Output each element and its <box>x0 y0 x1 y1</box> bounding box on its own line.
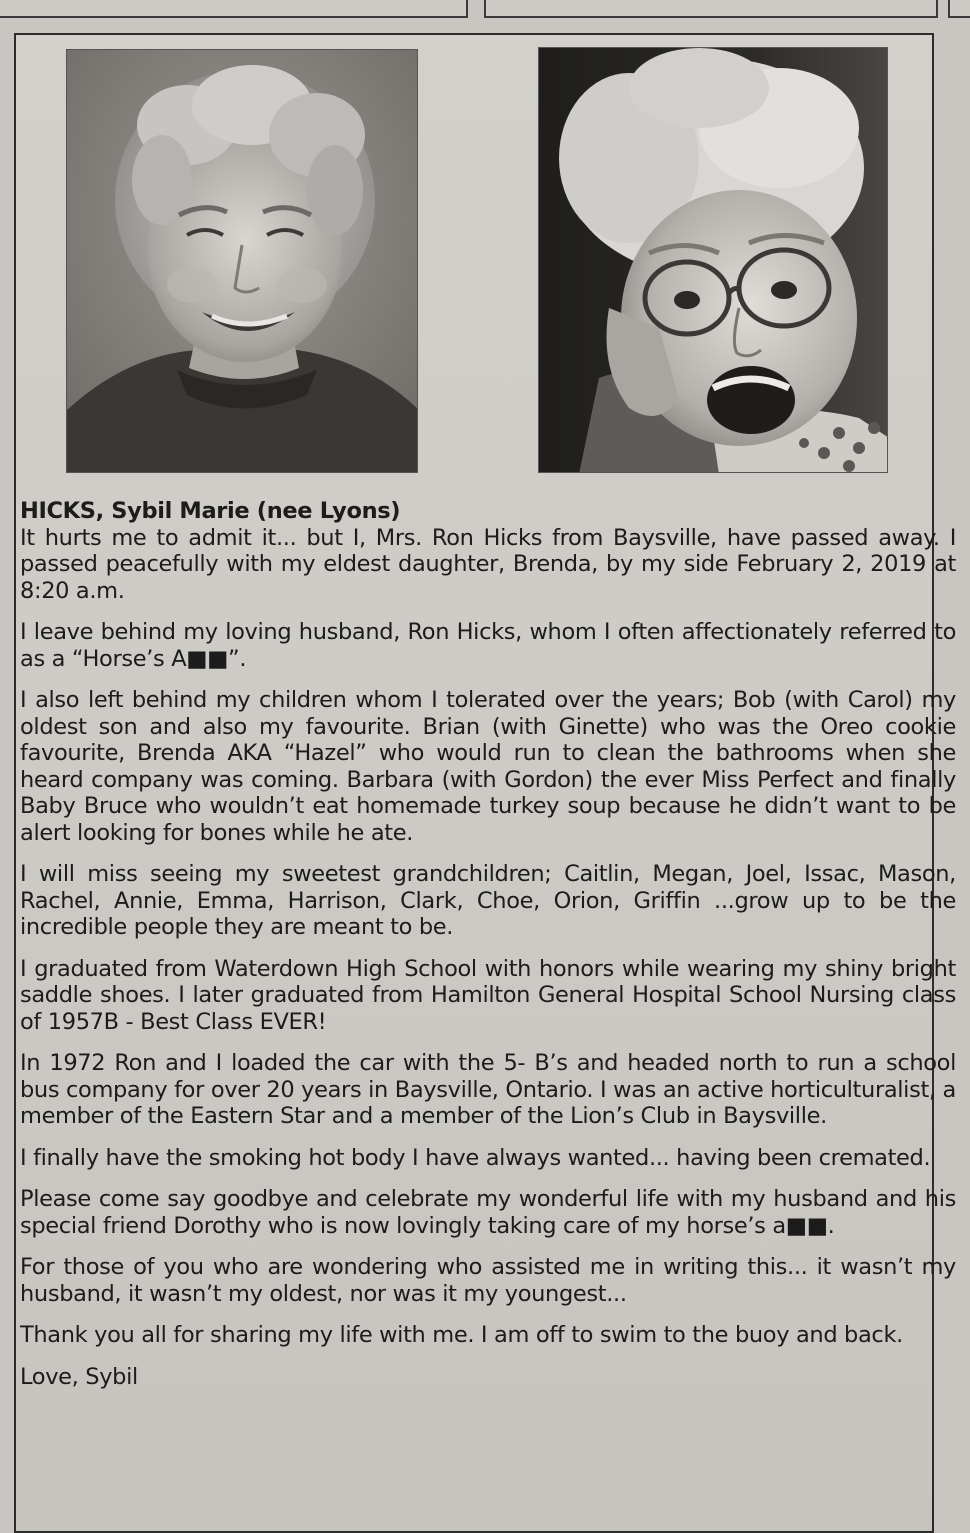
portrait-photo-smiling <box>66 49 418 473</box>
obituary-headline: HICKS, Sybil Marie (nee Lyons) <box>20 498 401 524</box>
paragraph-2: I leave behind my loving husband, Ron Hicks, whom I often affectionately referred to as a “Horse’s A■■”. <box>20 619 956 672</box>
paragraph-8: Please come say goodbye and celebrate my wonderful life with my husband and his special friend Dorothy who is now lovingly taking care of my horse’s a■■. <box>20 1186 956 1239</box>
paragraph-1-text: It hurts me to admit it... but I, Mrs. Ron Hicks from Baysville, have passed away. I passed peacefully with my eldest daughter, Brenda, by my side February 2, 2019 at 8:20 a.m. <box>20 524 956 604</box>
portrait-photo-funny-face <box>538 47 888 473</box>
previous-column-box-edge <box>948 0 970 18</box>
obituary-notice <box>14 33 956 1533</box>
signoff: Love, Sybil <box>20 1363 138 1390</box>
paragraph-6: In 1972 Ron and I loaded the car with the 5- B’s and headed north to run a school bus company for over 20 years in Baysville, Ontario. I was an active horticulturalist, a member of the Eastern Star and a member of the Lion’s Club in Baysville. <box>20 1050 956 1129</box>
paragraph-10: Thank you all for sharing my life with me. I am off to swim to the buoy and back. <box>20 1322 903 1348</box>
paragraph-9: For those of you who are wondering who assisted me in writing this... it wasn’t my husband, it wasn’t my oldest, nor was it my youngest... <box>20 1254 956 1307</box>
paragraph-1 <box>20 498 956 604</box>
paragraph-7: I finally have the smoking hot body I have always wanted... having been cremated. <box>20 1144 931 1171</box>
paragraph-5: I graduated from Waterdown High School with honors while wearing my shiny bright saddle shoes. I later graduated from Hamilton General Hospital School Nursing class of 1957B - Best Class EVER! <box>20 955 956 1035</box>
paragraph-4: I will miss seeing my sweetest grandchildren; Caitlin, Megan, Joel, Issac, Mason, Rachel, Annie, Emma, Harrison, Clark, Choe, Orion, Griffin ...grow up to be the incredible people they are meant to be. <box>20 861 956 940</box>
previous-column-borders <box>0 0 970 22</box>
paragraph-3: I also left behind my children whom I tolerated over the years; Bob (with Carol) my oldest son and also my favourite. Brian (with Ginette) who was the Oreo cookie favourite, Brenda AKA “Hazel” who would run to clean the bathrooms when she heard company was coming. Barbara (with Gordon) the ever Miss Perfect and finally Baby Bruce who wouldn’t eat homemade turkey soup because he didn’t want to be alert looking for bones while he ate. <box>20 687 956 846</box>
previous-column-box-left <box>0 0 468 18</box>
obituary-text <box>20 498 956 1405</box>
previous-column-box-right <box>484 0 938 18</box>
